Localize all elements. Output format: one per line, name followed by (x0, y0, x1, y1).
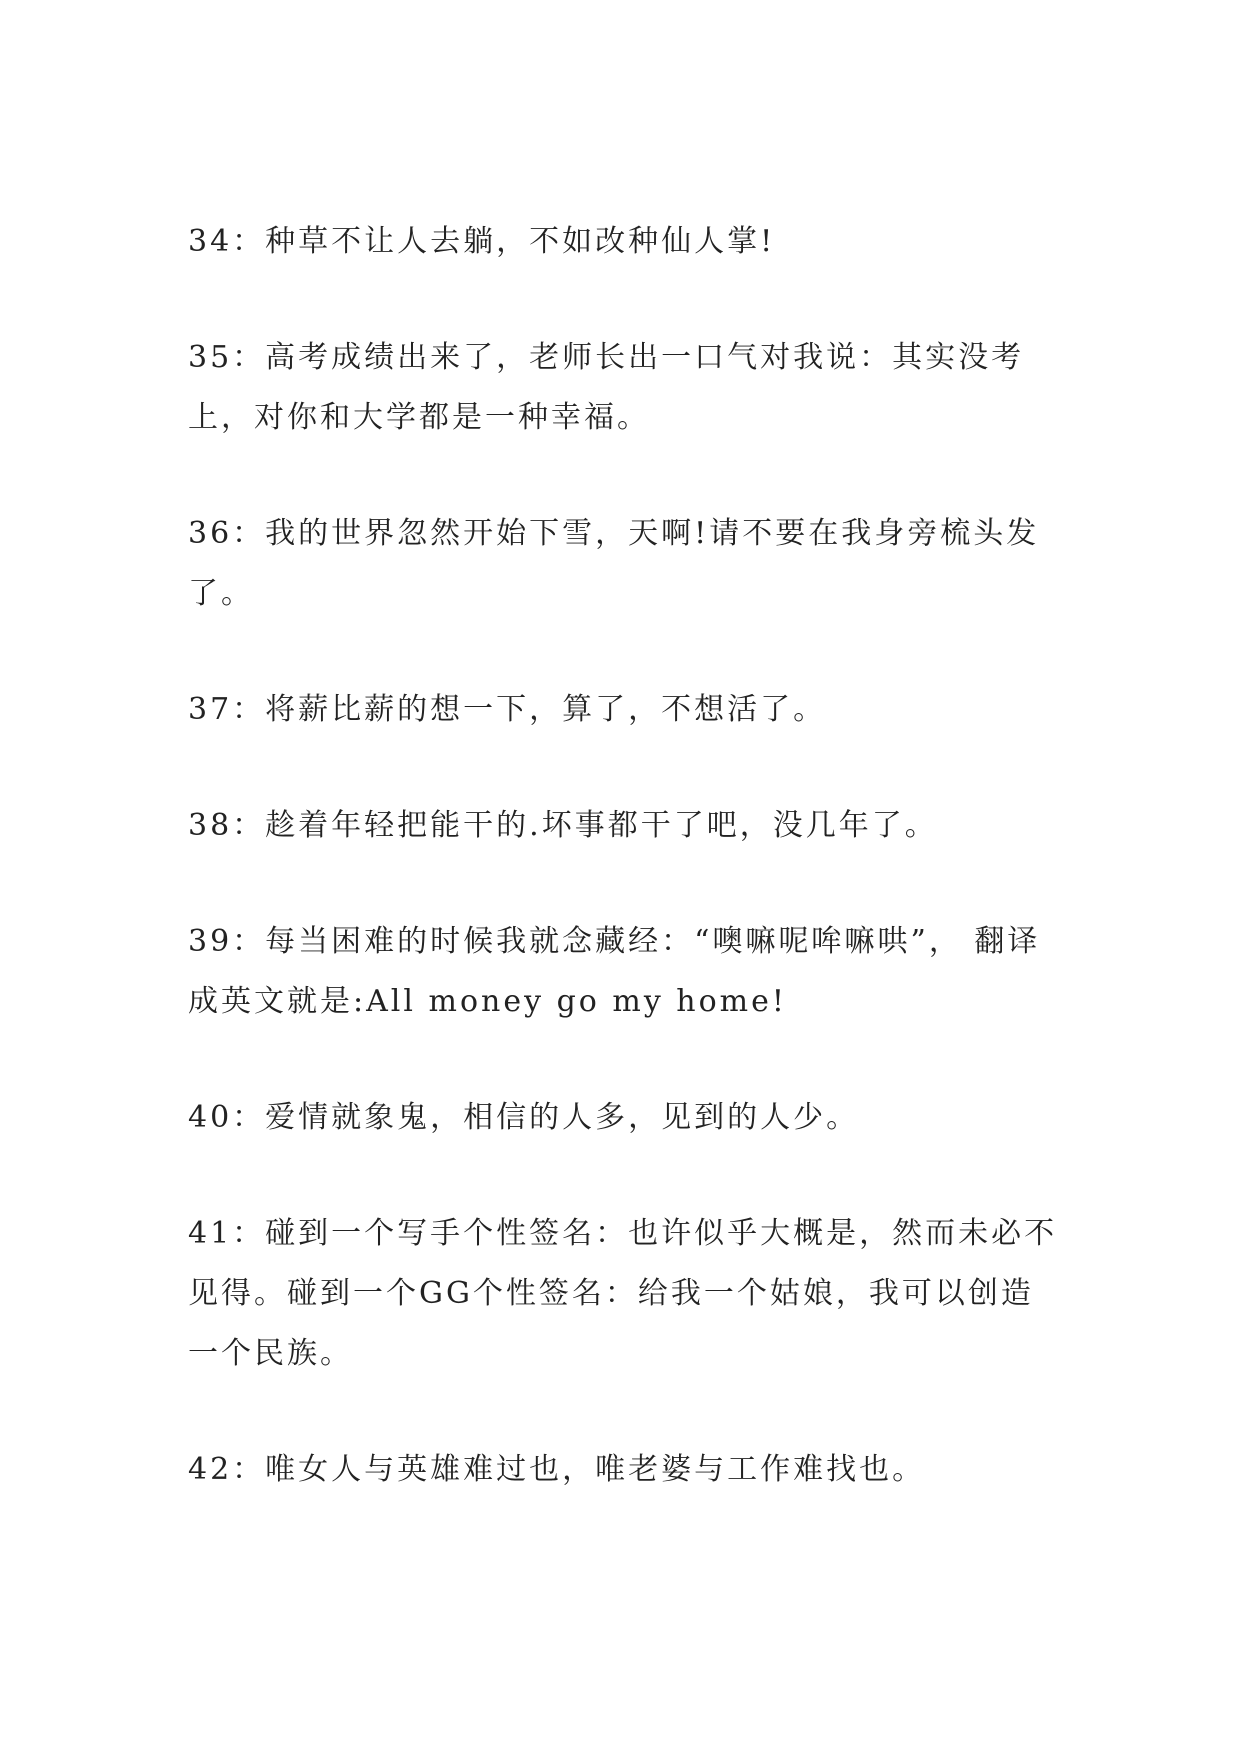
joke-entry-38: 38：趁着年轻把能干的.坏事都干了吧，没几年了。 (188, 808, 938, 843)
joke-entry-34: 34：种草不让人去躺，不如改种仙人掌! (188, 224, 776, 259)
joke-entry-37: 37：将薪比薪的想一下，算了，不想活了。 (188, 692, 827, 727)
joke-entry-35: 35：高考成绩出来了，老师长出一口气对我说：其实没考上，对你和大学都是一种幸福。 (188, 340, 1025, 435)
document-body (188, 212, 1058, 1556)
joke-entry-42: 42：唯女人与英雄难过也，唯老婆与工作难找也。 (188, 1452, 926, 1487)
joke-entry-36: 36：我的世界忽然开始下雪，天啊!请不要在我身旁梳头发了。 (188, 516, 1040, 611)
joke-entry-41: 41：碰到一个写手个性签名：也许似乎大概是，然而未必不见得。碰到一个GG个性签名：给我一个姑娘，我可以创造一个民族。 (188, 1216, 1058, 1371)
joke-entry-39: 39：每当困难的时候我就念藏经：“噢嘛呢哞嘛哄”， 翻译成英文就是:All money go my home! (188, 924, 1041, 1019)
joke-entry-40: 40：爱情就象鬼，相信的人多，见到的人少。 (188, 1100, 860, 1135)
